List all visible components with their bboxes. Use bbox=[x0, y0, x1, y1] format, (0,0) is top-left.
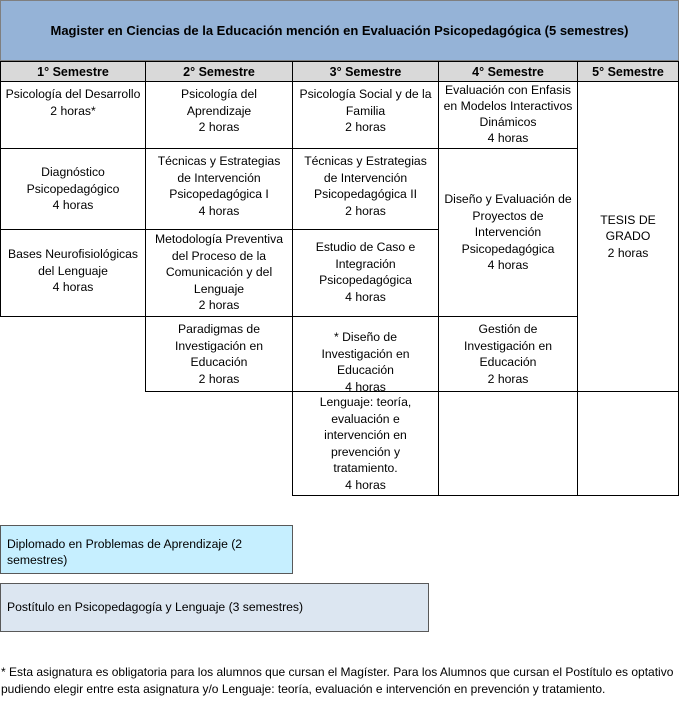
course-cell bbox=[438, 316, 578, 392]
course-hours: 4 horas bbox=[198, 203, 240, 218]
course-name: Técnicas y Estrategias de Intervención Psicopedagógica I bbox=[157, 154, 281, 201]
course-cell bbox=[0, 148, 146, 230]
course-cell bbox=[292, 316, 439, 392]
course-cell bbox=[438, 148, 578, 317]
course-hours: 2 horas bbox=[198, 298, 240, 312]
course-hours: 4 horas bbox=[345, 289, 386, 304]
header-semester-3: 3° Semestre bbox=[292, 61, 439, 82]
empty-cell bbox=[577, 391, 679, 496]
course-hours: 4 horas bbox=[52, 280, 94, 294]
course-hours: 4 horas bbox=[487, 258, 529, 273]
course-cell bbox=[292, 391, 439, 496]
header-semester-5: 5° Semestre bbox=[577, 61, 679, 82]
course-cell bbox=[0, 229, 146, 317]
postitulo-box: Postítulo en Psicopedagogía y Lenguaje (3 semestres) bbox=[0, 583, 429, 632]
course-name: Técnicas y Estrategias de Intervención Psicopedagógica II bbox=[304, 154, 427, 201]
course-name: * Diseño de Investigación en Educación bbox=[321, 330, 410, 377]
course-name: Diseño y Evaluación de Proyectos de Intervención Psicopedagógica bbox=[444, 192, 572, 256]
course-cell bbox=[292, 81, 439, 149]
course-name: TESIS DE GRADO bbox=[600, 212, 656, 244]
course-hours: 4 horas bbox=[52, 198, 94, 213]
course-name: Gestión de Investigación en Educación bbox=[463, 322, 553, 369]
course-name: Metodología Preventiva del Proceso de la Comunicación y del Lenguaje bbox=[154, 232, 284, 296]
diplomado-box: Diplomado en Problemas de Aprendizaje (2 semestres) bbox=[0, 525, 293, 574]
course-name: Lenguaje: teoría, evaluación e intervención en prevención y tratamiento. bbox=[319, 395, 412, 475]
course-cell bbox=[145, 229, 293, 317]
course-cell bbox=[145, 148, 293, 230]
course-name: Psicología del Aprendizaje bbox=[181, 87, 257, 118]
course-hours: 2 horas bbox=[345, 203, 386, 218]
course-name: Psicología Social y de la Familia bbox=[299, 87, 432, 118]
course-hours: 2 horas bbox=[487, 371, 529, 386]
course-hours: 4 horas bbox=[345, 477, 386, 492]
header-semester-4: 4° Semestre bbox=[438, 61, 578, 82]
course-cell bbox=[145, 81, 293, 149]
course-hours: 2 horas bbox=[198, 120, 240, 134]
empty-cell bbox=[438, 391, 578, 496]
course-name: Estudio de Caso e Integración Psicopedagógica bbox=[315, 240, 416, 287]
program-title-text: Magister en Ciencias de la Educación mención en Evaluación Psicopedagógica (5 semestres) bbox=[50, 23, 629, 38]
course-hours: 2 horas bbox=[607, 245, 649, 260]
course-hours: 4 horas bbox=[345, 379, 386, 394]
program-title bbox=[0, 0, 679, 61]
course-hours: 2 horas* bbox=[50, 103, 96, 118]
course-cell bbox=[577, 81, 679, 392]
course-hours: 2 horas bbox=[198, 371, 240, 386]
course-cell bbox=[292, 229, 439, 317]
header-semester-1: 1° Semestre bbox=[0, 61, 146, 82]
course-name: Paradigmas de Investigación en Educación bbox=[174, 322, 264, 369]
course-name: Evaluación con Enfasis en Modelos Interactivos Dinámicos bbox=[443, 83, 573, 129]
course-cell bbox=[145, 316, 293, 392]
course-name: Bases Neurofisiológicas del Lenguaje bbox=[7, 247, 139, 278]
course-cell bbox=[0, 81, 146, 149]
course-name: Diagnóstico Psicopedagógico bbox=[26, 165, 120, 196]
course-cell bbox=[292, 148, 439, 230]
course-name: Psicología del Desarrollo bbox=[5, 87, 141, 101]
course-cell bbox=[438, 81, 578, 149]
course-hours: 4 horas bbox=[487, 131, 529, 145]
course-hours: 2 horas bbox=[345, 120, 386, 134]
footnote: * Esta asignatura es obligatoria para los alumnos que cursan el Magíster. Para los Alumnos que cursan el Postítulo es optativo pudiendo elegir entre esta asignatura y/o Lenguaje: teoría, evaluación e intervención en prevención y tratamiento. bbox=[1, 665, 674, 696]
header-semester-2: 2° Semestre bbox=[145, 61, 293, 82]
